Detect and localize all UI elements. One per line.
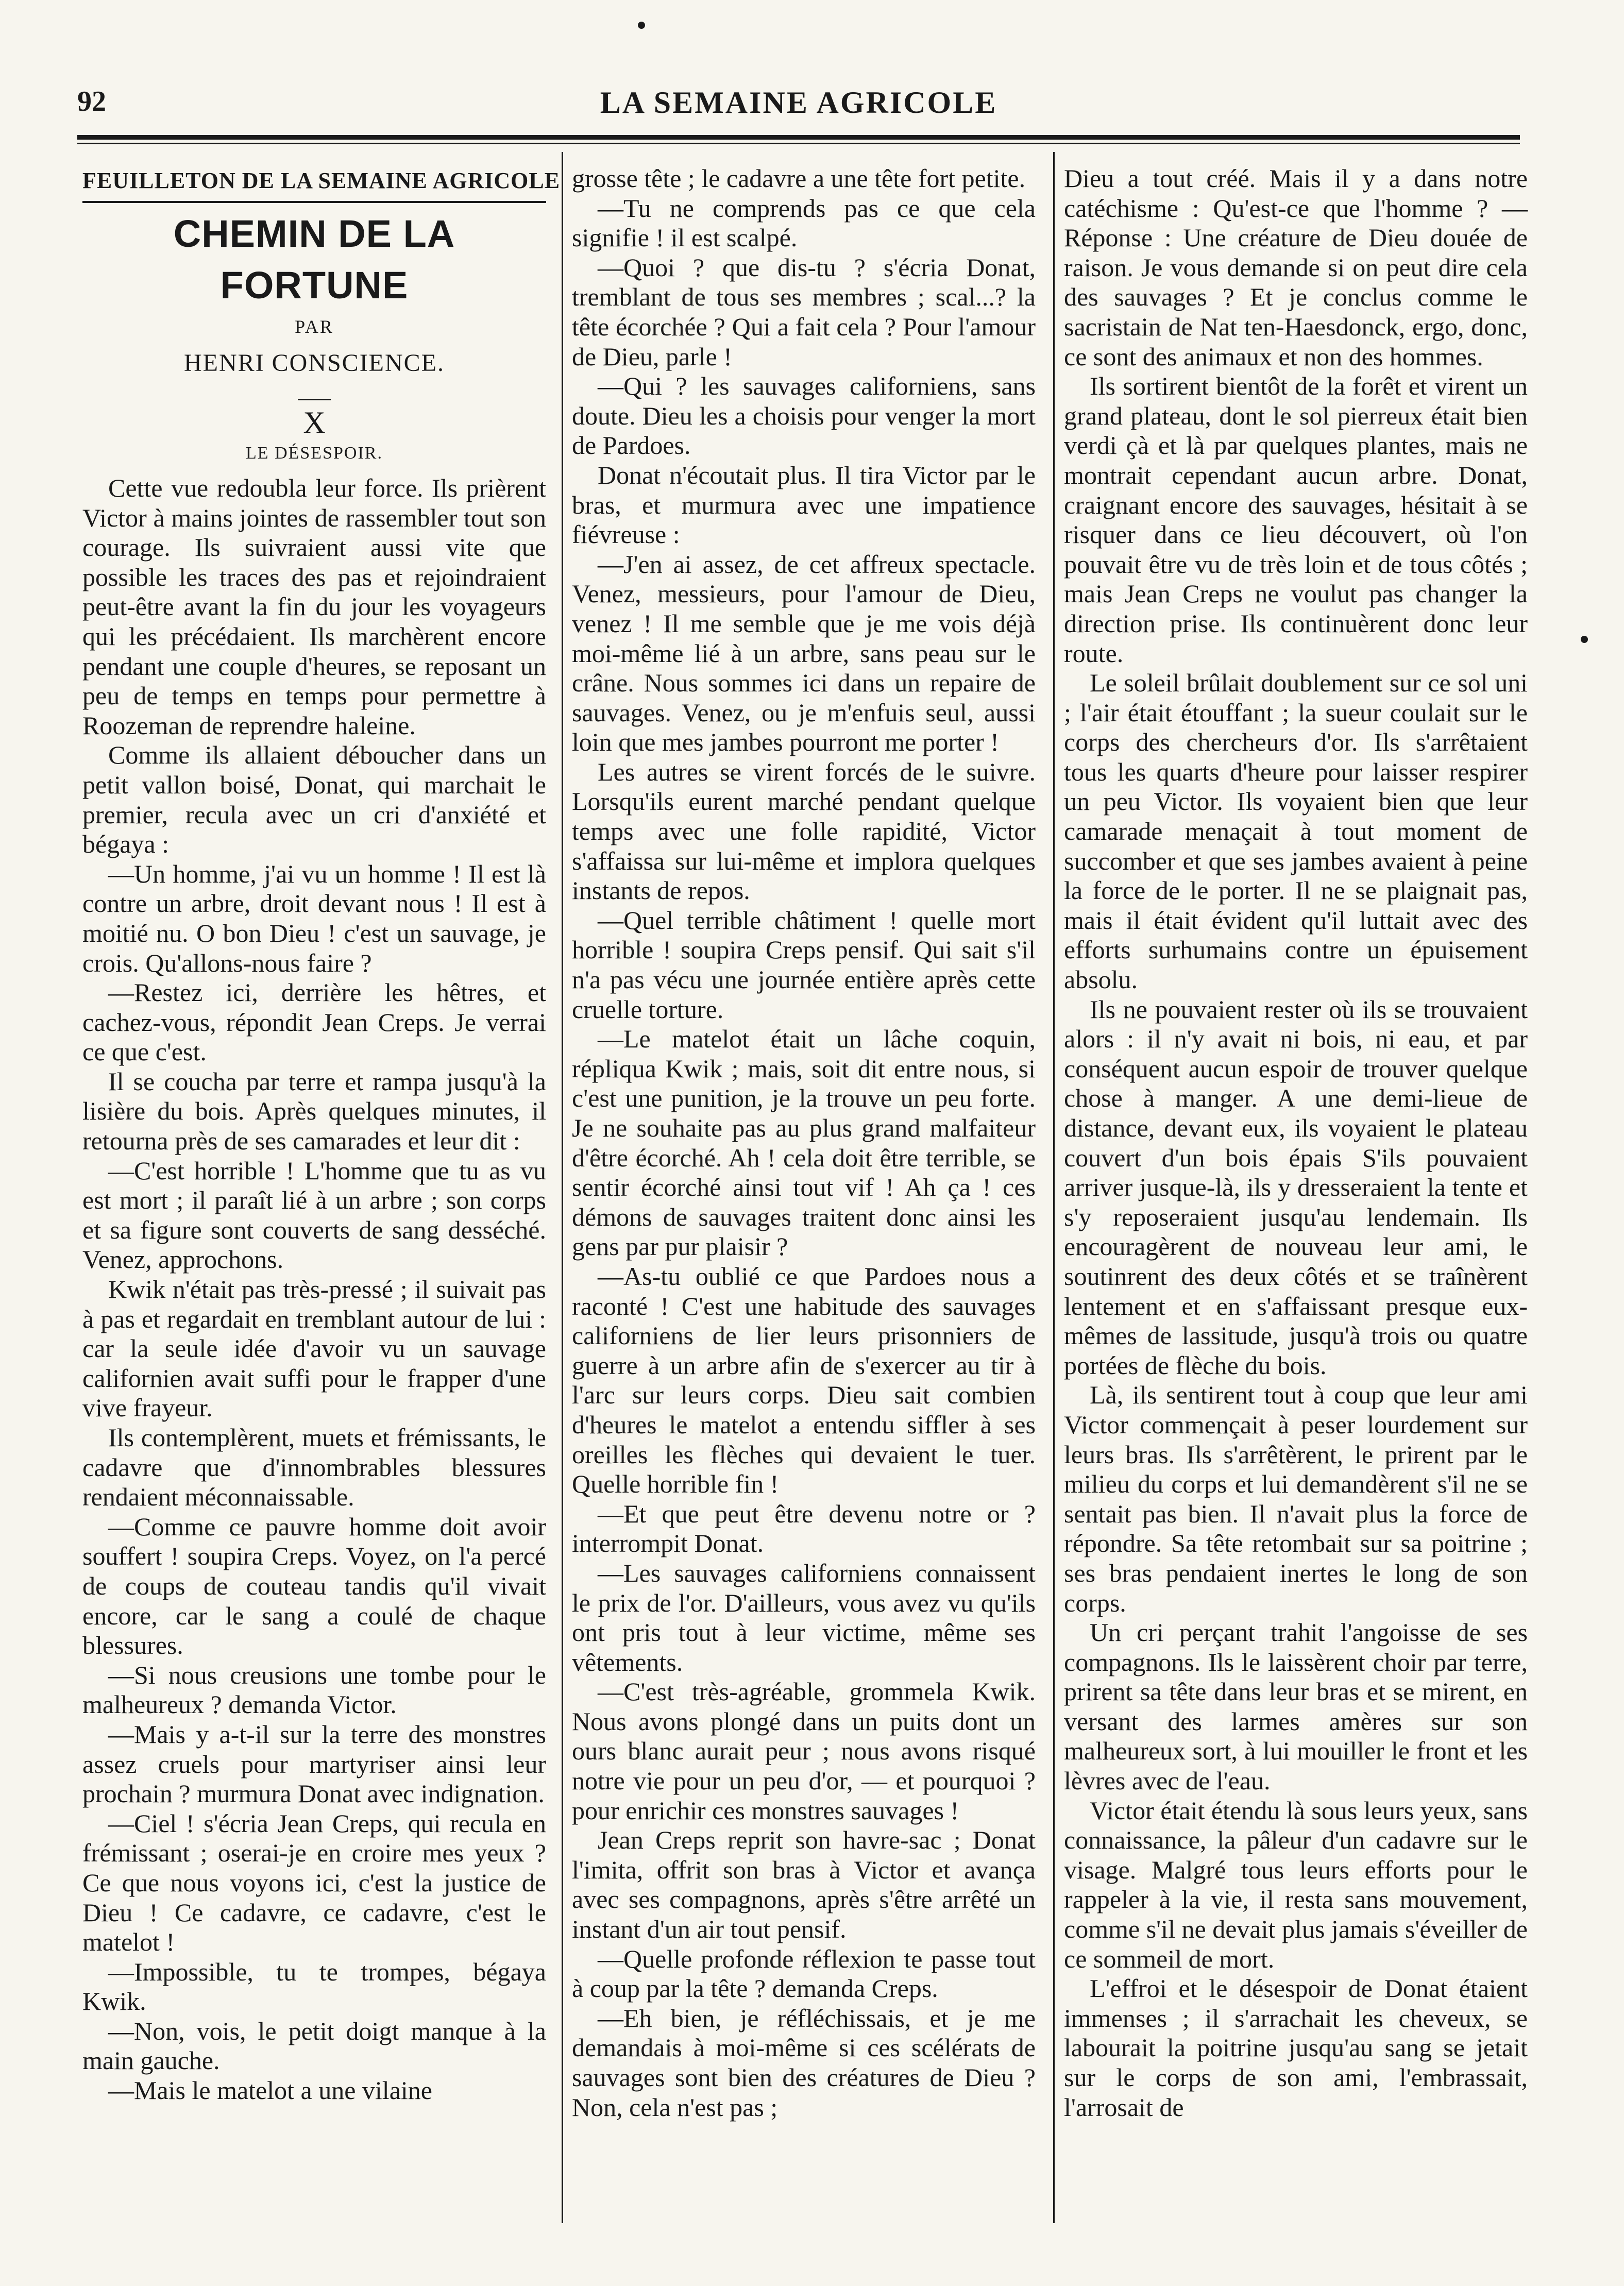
byline-par: PAR <box>295 316 334 337</box>
paragraph: L'effroi et le désespoir de Donat étaient immenses ; il s'arrachait les cheveux, se labourait la poitrine jusqu'au sang se jetait sur le corps de son ami, l'embrassait, l'arrosait de <box>1064 1974 1528 2122</box>
paragraph: Donat n'écoutait plus. Il tira Victor par le bras, et murmura avec une impatience fiévreuse : <box>572 460 1036 549</box>
paragraph: —Impossible, tu te trompes, bégaya Kwik. <box>82 1957 546 2016</box>
paragraph: —Ciel ! s'écria Jean Creps, qui recula en frémissant ; oserai-je en croire mes yeux ? Ce que nous voyons ici, c'est la justice de Dieu ! Ce cadavre, ce cadavre, c'est le matelot ! <box>82 1808 546 1957</box>
page-number: 92 <box>77 86 106 117</box>
paragraph: Là, ils sentirent tout à coup que leur ami Victor commençait à peser lourdement sur leurs bras. Ils s'arrêtèrent, le prirent par le milieu du corps et lui demandèrent s'il ne se sentait pas bien. Il n'avait plus la force de répondre. Sa tête retombait sur sa poitrine ; ses bras pendaient inertes le long de son corps. <box>1064 1380 1528 1617</box>
paragraph: Jean Creps reprit son havre-sac ; Donat l'imita, offrit son bras à Victor et avança avec ses compagnons, après s'être arrêté un instant d'un air tout pensif. <box>572 1825 1036 1944</box>
paragraph: —Si nous creusions une tombe pour le malheureux ? demanda Victor. <box>82 1660 546 1719</box>
paragraph: Un cri perçant trahit l'angoisse de ses compagnons. Ils le laissèrent choir par terre, prirent sa tête dans leur bras et se mirent, en versant des larmes amères sur son malheureux sort, à lui mouiller le front et les lèvres avec de l'eau. <box>1064 1618 1528 1796</box>
paragraph: Les autres se virent forcés de le suivre. Lorsqu'ils eurent marché pendant quelque temps avec une folle rapidité, Victor s'affaissa sur lui-même et implora quelques instants de repos. <box>572 757 1036 905</box>
paragraph: Ils contemplèrent, muets et frémissants, le cadavre que d'innombrables blessures rendaient méconnaissable. <box>82 1423 546 1512</box>
paragraph: —J'en ai assez, de cet affreux spectacle. Venez, messieurs, pour l'amour de Dieu, venez ! Il me semble que je me vois déjà moi-même lié à un arbre, sans peau sur le crâne. Nous sommes ici dans un repaire de sauvages. Venez, ou je m'enfuis seul, aussi loin que mes jambes pourront me porter ! <box>572 549 1036 757</box>
paragraph: —Le matelot était un lâche coquin, répliqua Kwik ; mais, soit dit entre nous, si c'est une punition, je la trouve un peu forte. Je ne souhaite pas au plus grand malfaiteur d'être écorché. Ah ! cela doit être terrible, se sentir écorché ainsi tout vif ! Ah ça ! ces démons de sauvages traitent donc ainsi les gens par pur plaisir ? <box>572 1024 1036 1261</box>
paragraph: Le soleil brûlait doublement sur ce sol uni ; l'air était étouffant ; la sueur coulait sur le corps des chercheurs d'or. Ils s'arrêtaient tous les quarts d'heure pour laisser respirer un peu Victor. Ils voyaient bien que leur camarade menaçait à tout moment de succomber et que ses jambes avaient à peine la force de le porter. Il ne se plaignait pas, mais il était évident qu'il luttait avec des efforts surhumains contre un épuisement absolu. <box>1064 668 1528 994</box>
section-separator <box>298 399 331 400</box>
paragraph: —Restez ici, derrière les hêtres, et cachez-vous, répondit Jean Creps. Je verrai ce que c'est. <box>82 978 546 1066</box>
paragraph: grosse tête ; le cadavre a une tête fort petite. <box>572 164 1026 193</box>
paragraph: Comme ils allaient déboucher dans un petit vallon boisé, Donat, qui marchait le premier, recula avec un cri d'anxiété et bégaya : <box>82 740 546 859</box>
paragraph: —Un homme, j'ai vu un homme ! Il est là contre un arbre, droit devant nous ! Il est à moitié nu. O bon Dieu ! c'est un sauvage, je crois. Qu'allons-nous faire ? <box>82 859 546 977</box>
print-speck <box>1581 636 1588 643</box>
paragraph: Ils sortirent bientôt de la forêt et virent un grand plateau, dont le sol pierreux était bien verdi çà et là par quelques plantes, mais ne montrait cependant aucun arbre. Donat, craignant encore des sauvages, hésitait à se risquer dans ce lieu découvert, où l'on pouvait être vu de très loin et de tous côtés ; mais Jean Creps ne voulut pas changer la direction prise. Ils continuèrent donc leur route. <box>1064 371 1528 668</box>
paragraph: —Les sauvages californiens connaissent le prix de l'or. D'ailleurs, vous avez vu qu'ils ont pris tout à leur victime, même ses vêtements. <box>572 1558 1036 1677</box>
chapter-title: LE DÉSESPOIR. <box>246 444 383 463</box>
paragraph: Il se coucha par terre et rampa jusqu'à la lisière du bois. Après quelques minutes, il retourna près de ses camarades et leur dit : <box>82 1066 546 1156</box>
column-divider <box>562 152 563 2223</box>
paragraph: Kwik n'était pas très-pressé ; il suivait pas à pas et regardait en tremblant autour de lui : car la seule idée d'avoir vu un sauvage californien avait suffi pour le frapper d'une vive frayeur. <box>82 1275 546 1423</box>
paragraph: —C'est horrible ! L'homme que tu as vu est mort ; il paraît lié à un arbre ; son corps et sa figure sont couverts de sang desséché. Venez, approchons. <box>82 1156 546 1274</box>
paragraph: Dieu a tout créé. Mais il y a dans notre catéchisme : Qu'est-ce que l'homme ? — Réponse : Une créature de Dieu douée de raison. Je vous demande si on peut dire cela des sauvages ? Et je conclus comme le sacristain de Nat ten-Haesdonck, ergo, donc, ce sont des animaux et non des hommes. <box>1064 164 1528 371</box>
paragraph: —Et que peut être devenu notre or ? interrompit Donat. <box>572 1499 1036 1558</box>
paragraph: —C'est très-agréable, grommela Kwik. Nous avons plongé dans un puits dont un ours blanc aurait peur ; nous avons risqué notre vie pour un peu d'or, — et pourquoi ? pour enrichir ces monstres sauvages ! <box>572 1677 1036 1825</box>
paragraph: —Qui ? les sauvages californiens, sans doute. Dieu les a choisis pour venger la mort de Pardoes. <box>572 371 1036 460</box>
column-3 <box>1064 164 1528 2122</box>
paragraph: —Mais le matelot a une vilaine <box>108 2076 432 2105</box>
paragraph: —Non, vois, le petit doigt manque à la main gauche. <box>82 2016 546 2075</box>
journal-title: LA SEMAINE AGRICOLE <box>600 86 997 120</box>
print-speck <box>638 22 645 29</box>
paragraph: Cette vue redoubla leur force. Ils prièrent Victor à mains jointes de rassembler tout son courage. Ils suivraient aussi vite que possible les traces des pas et rejoindraient peut-être avant la fin du jour les voyageurs qui les précédaient. Ils marchèrent encore pendant une couple d'heures, se reposant un peu de temps en temps pour permettre à Roozeman de reprendre haleine. <box>82 473 546 740</box>
paragraph: —Eh bien, je réfléchissais, et je me demandais à moi-même si ces scélérats de sauvages sont bien des créatures de Dieu ? Non, cela n'est pas ; <box>572 2003 1036 2122</box>
column-2 <box>572 164 1036 2122</box>
paragraph: —Quelle profonde réflexion te passe tout à coup par la tête ? demanda Creps. <box>572 1944 1036 2003</box>
paragraph: —Quoi ? que dis-tu ? s'écria Donat, tremblant de tous ses membres ; scal...? la tête écorchée ? Qui a fait cela ? Pour l'amour de Dieu, parle ! <box>572 252 1036 371</box>
header-rule-thin <box>77 143 1520 144</box>
paragraph: —As-tu oublié ce que Pardoes nous a raconté ! C'est une habitude des sauvages californiens de lier leurs prisonniers de guerre à un arbre afin de s'exercer au tir à l'arc sur leurs corps. Dieu sait combien d'heures le matelot a entendu siffler à ses oreilles les flèches qui devaient le tuer. Quelle horrible fin ! <box>572 1261 1036 1499</box>
paragraph: —Quel terrible châtiment ! quelle mort horrible ! soupira Creps pensif. Qui sait s'il n'a pas vécu une journée entière après cette cruelle torture. <box>572 905 1036 1024</box>
paragraph: Victor était étendu là sous leurs yeux, sans connaissance, la pâleur d'un cadavre sur le visage. Malgré tous leurs efforts pour le rappeler à la vie, il resta sans mouvement, comme s'il ne devait plus jamais s'éveiller de ce sommeil de mort. <box>1064 1796 1528 1973</box>
feuilleton-rule <box>82 201 546 203</box>
column-1 <box>82 164 561 2106</box>
paragraph: —Comme ce pauvre homme doit avoir souffert ! soupira Creps. Voyez, on l'a percé de coups de couteau tandis qu'il vivait encore, car le sang a coulé de chaque blessures. <box>82 1512 546 1660</box>
header-rule <box>77 135 1520 140</box>
author-name: HENRI CONSCIENCE. <box>183 349 445 377</box>
column-divider <box>1053 152 1055 2223</box>
chapter-number: X <box>303 405 326 439</box>
article-title: CHEMIN DE LA FORTUNE <box>173 212 455 307</box>
paragraph: —Mais y a-t-il sur la terre des monstres assez cruels pour martyriser ainsi leur prochain ? murmura Donat avec indignation. <box>82 1719 546 1808</box>
page-header <box>77 85 1520 126</box>
feuilleton-label: FEUILLETON DE LA SEMAINE AGRICOLE <box>82 168 561 193</box>
paragraph: —Tu ne comprends pas ce que cela signifie ! il est scalpé. <box>572 193 1036 252</box>
paragraph: Ils ne pouvaient rester où ils se trouvaient alors : il n'y avait ni bois, ni eau, et par conséquent aucun espoir de trouver quelque chose à manger. A une demi-lieue de distance, devant eux, ils voyaient le plateau couvert d'un bois épais S'ils pouvaient arriver jusque-là, ils y dresseraient la tente et s'y reposeraient jusqu'au lendemain. Ils encouragèrent de nouveau leur ami, le soutinrent des deux côtés et se traînèrent lentement et en s'affaissant presque eux-mêmes de lassitude, jusqu'à trois ou quatre portées de flèche du bois. <box>1064 994 1528 1380</box>
